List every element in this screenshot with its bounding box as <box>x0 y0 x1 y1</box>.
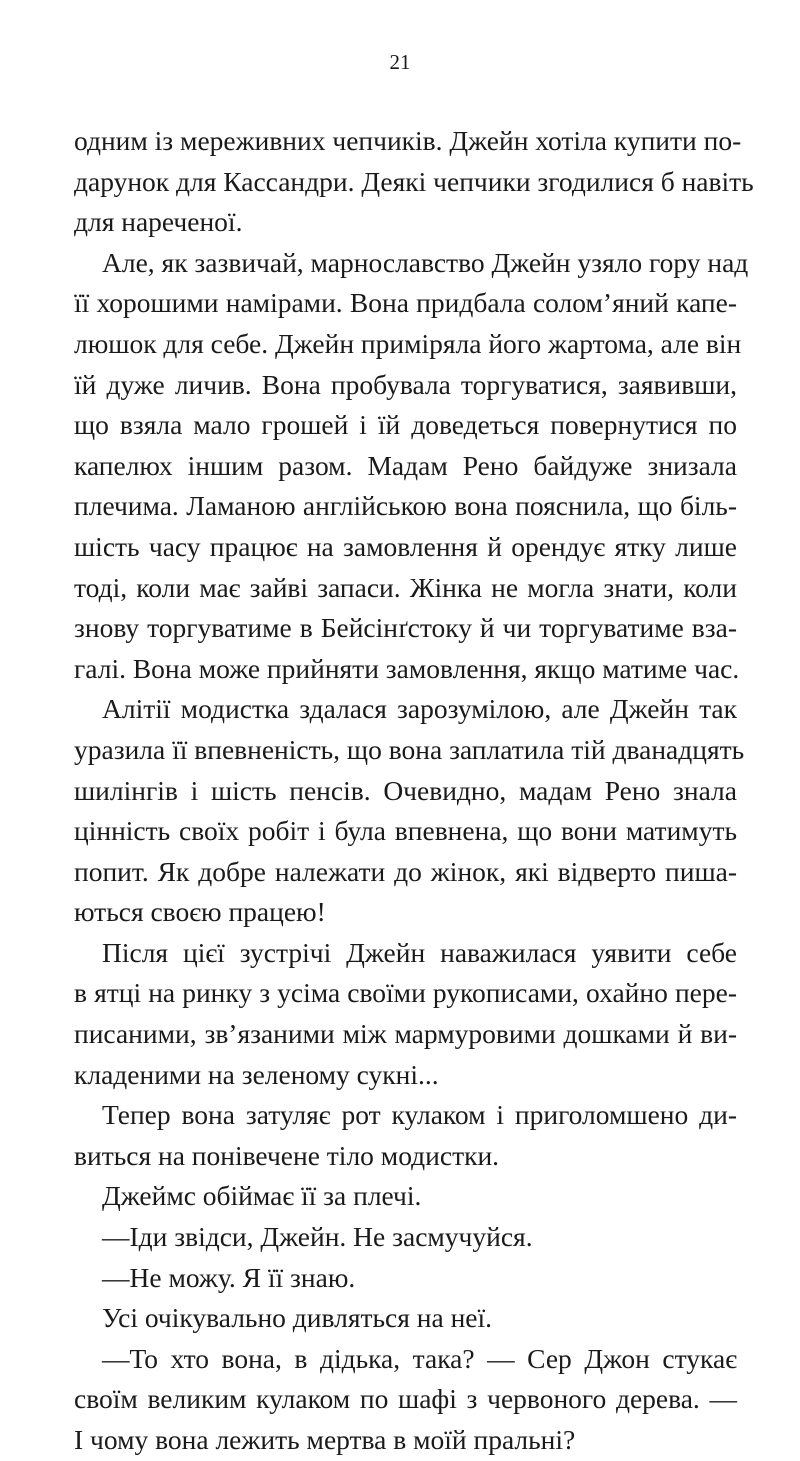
text-line: Тепер вона затуляє рот кулаком і приголомшено ди- <box>102 1099 737 1131</box>
text-line: для нареченої. <box>74 206 243 238</box>
text-line: шість часу працює на замовлення й орендує ятку лише <box>74 530 737 562</box>
text-line: ються своєю працею! <box>74 896 326 928</box>
text-line: одним із мереживних чепчиків. Джейн хотіла купити по- <box>74 125 742 156</box>
text-line: люшок для себе. Джейн приміряла його жартома, але він <box>74 327 742 359</box>
text-line: Усі очікувально дивляться на неї. <box>102 1302 493 1334</box>
text-line: Джеймс обіймає її за плечі. <box>102 1180 422 1212</box>
text-line: Але, як зазвичай, марнославство Джейн узяло гору над <box>102 246 749 278</box>
text-line: —То хто вона, в дідька, така? — Сер Джон стукає <box>102 1342 737 1374</box>
text-line: їй дуже личив. Вона пробувала торгуватися, заявивши, <box>74 368 737 400</box>
text-line: —Іди звідси, Джейн. Не засмучуйся. <box>102 1221 533 1253</box>
text-line: кладеними на зеленому сукні... <box>74 1058 439 1090</box>
text-line: її хорошими намірами. Вона придбала солом’яний капе- <box>74 287 737 319</box>
text-line: писаними, зв’язаними між мармуровими дошками й ви- <box>74 1018 737 1050</box>
text-line: галі. Вона може прийняти замовлення, якщо матиме час. <box>74 652 740 684</box>
text-line: —Не можу. Я її знаю. <box>102 1261 356 1293</box>
text-line: попит. Як добре належати до жінок, які відверто пиша- <box>74 855 737 887</box>
text-line: виться на понівечене тіло модистки. <box>74 1139 500 1171</box>
text-line: Алітії модистка здалася зарозумілою, але Джейн так <box>102 693 737 725</box>
text-line: Після цієї зустрічі Джейн наважилася уявити себе <box>102 936 737 968</box>
page-number: 21 <box>389 50 411 74</box>
text-line: тоді, коли має зайві запаси. Жінка не могла знати, коли <box>74 571 737 603</box>
text-line: що взяла мало грошей і їй доведеться повернутися по <box>74 409 737 441</box>
text-line: знову торгуватиме в Бейсінґстоку й чи торгуватиме вза- <box>74 612 737 644</box>
body-text <box>74 121 754 1461</box>
text-line: плечима. Ламаною англійською вона пояснила, що біль- <box>74 490 737 522</box>
text-line: уразила її впевненість, що вона заплатила тій дванадцять <box>74 733 745 765</box>
text-line: І чому вона лежить мертва в моїй пральні? <box>74 1424 576 1455</box>
text-line: дарунок для Кассандри. Деякі чепчики згодилися б навіть <box>74 165 754 197</box>
text-line: цінність своїх робіт і була впевнена, що вони матимуть <box>74 815 737 847</box>
text-line: своїм великим кулаком по шафі з червоного дерева. — <box>74 1383 737 1415</box>
text-line: шилінгів і шість пенсів. Очевидно, мадам Рено знала <box>74 774 737 806</box>
text-line: капелюх іншим разом. Мадам Рено байдуже знизала <box>74 449 737 481</box>
text-line: в ятці на ринку з усіма своїми рукописами, охайно пере- <box>74 977 737 1009</box>
